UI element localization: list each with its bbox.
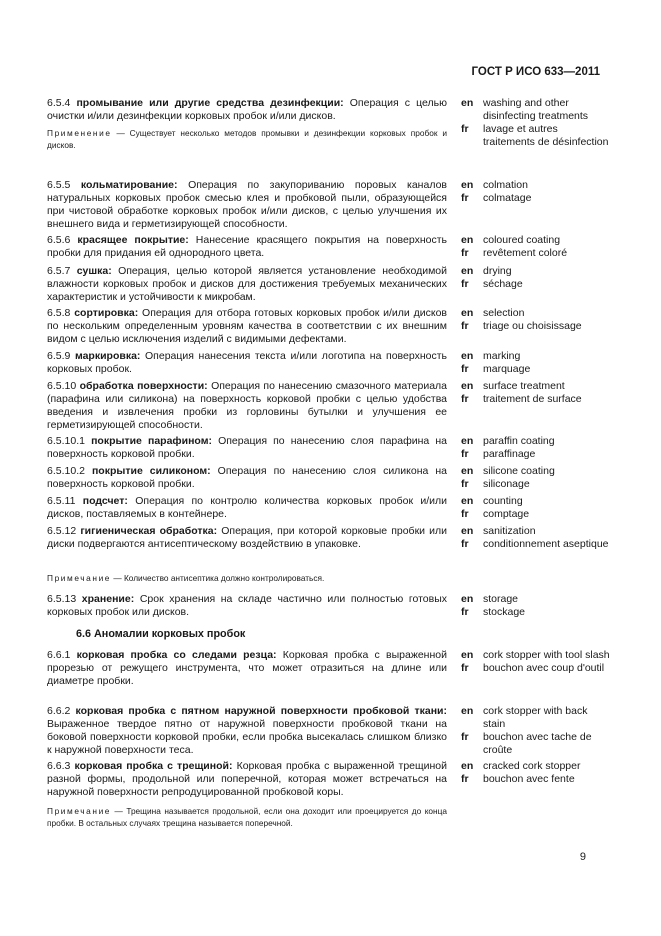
term-title: промывание или другие средства дезинфекции:	[76, 97, 344, 109]
section-heading-6-6: 6.6 Аномалии корковых пробок	[76, 628, 246, 640]
document-id: ГОСТ Р ИСО 633—2011	[471, 66, 600, 78]
page-number: 9	[579, 851, 586, 863]
term-definition: Операция с целью очистки и/или дезинфекции корковых пробок и/или дисков.	[47, 97, 447, 122]
note-application: Применение — Существует несколько методов промывки и дезинфекции корковых пробок и дисков.	[47, 128, 447, 150]
lang-fr: fr lavage et autres traitements de désinfection	[461, 123, 609, 148]
note-antiseptic: Примечание — Количество антисептика должно контролироваться.	[47, 573, 325, 583]
lang-en: en washing and other disinfecting treatments	[461, 97, 589, 122]
term-number: 6.5.4	[47, 97, 71, 109]
note-crack: Примечание — Трещина называется продольной, если она доходит или проецируется до конца пробки. В остальных случаях трещина называется поперечной.	[47, 806, 447, 828]
